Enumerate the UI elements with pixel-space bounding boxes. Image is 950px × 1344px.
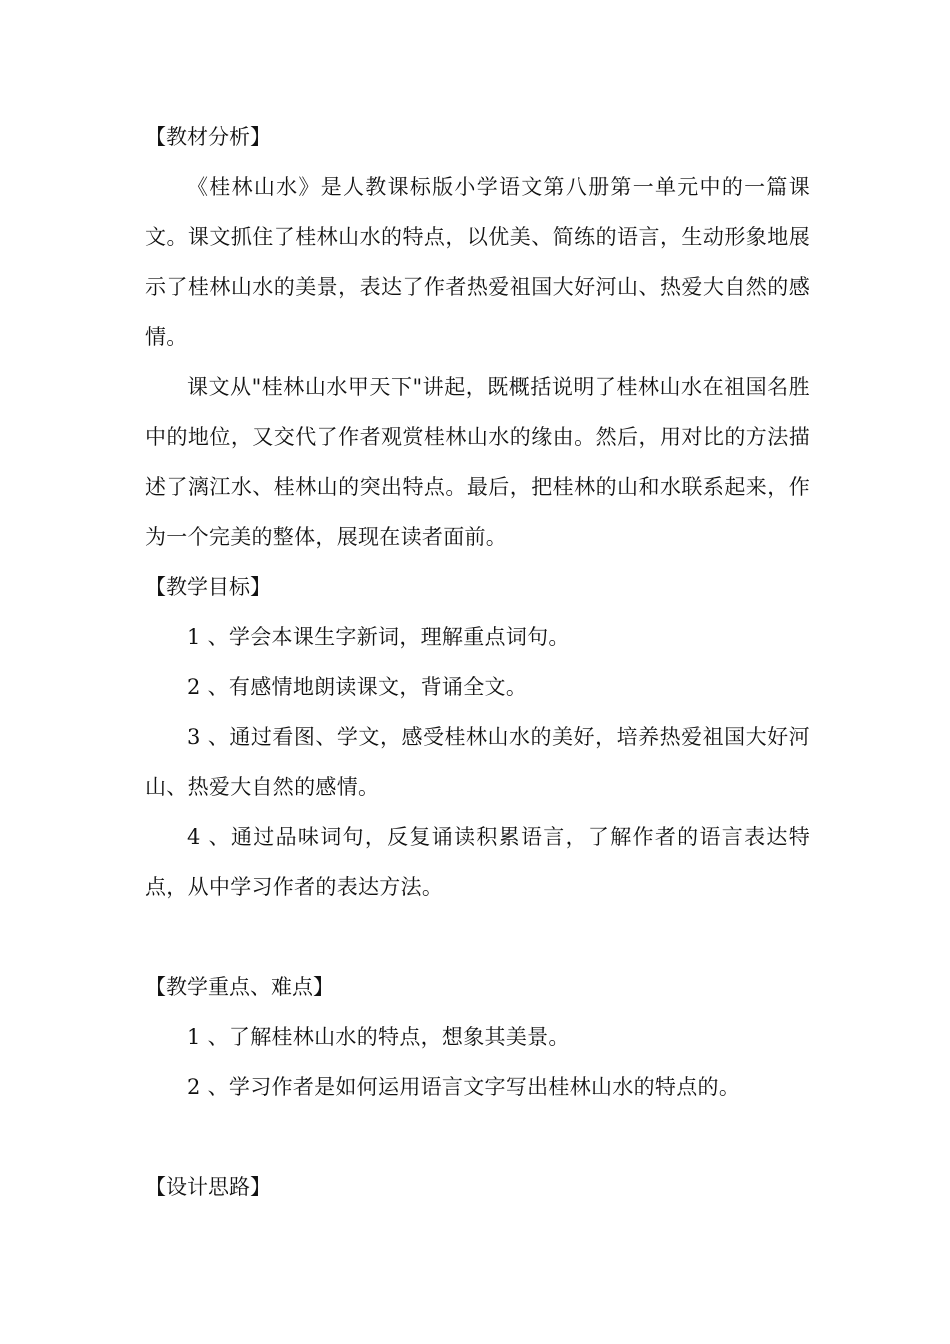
objective-item-4: 4 、通过品味词句，反复诵读积累语言，了解作者的语言表达特点，从中学习作者的表达方法。 [145, 825, 810, 899]
blank-line [145, 912, 810, 962]
heading-design: 【设计思路】 [145, 1175, 271, 1199]
blank-line [145, 1112, 810, 1162]
heading-analysis: 【教材分析】 [145, 125, 271, 149]
analysis-paragraph-2: 课文从"桂林山水甲天下"讲起，既概括说明了桂林山水在祖国名胜中的地位，又交代了作者观赏桂林山水的缘由。然后，用对比的方法描述了漓江水、桂林山的突出特点。最后，把桂林的山和水联系起来，作为一个完美的整体，展现在读者面前。 [145, 375, 810, 549]
heading-key-points: 【教学重点、难点】 [145, 975, 334, 999]
objective-item-3: 3 、通过看图、学文，感受桂林山水的美好，培养热爱祖国大好河山、热爱大自然的感情。 [145, 725, 810, 799]
key-point-item-2: 2 、学习作者是如何运用语言文字写出桂林山水的特点的。 [187, 1075, 741, 1099]
objective-item-1: 1 、学会本课生字新词，理解重点词句。 [187, 625, 570, 649]
objective-item-2: 2 、有感情地朗读课文，背诵全文。 [187, 675, 528, 699]
document-page [145, 112, 810, 1212]
key-point-item-1: 1 、了解桂林山水的特点，想象其美景。 [187, 1025, 570, 1049]
heading-objectives: 【教学目标】 [145, 575, 271, 599]
analysis-paragraph-1: 《桂林山水》是人教课标版小学语文第八册第一单元中的一篇课文。课文抓住了桂林山水的特点，以优美、简练的语言，生动形象地展示了桂林山水的美景，表达了作者热爱祖国大好河山、热爱大自然的感情。 [145, 175, 810, 349]
